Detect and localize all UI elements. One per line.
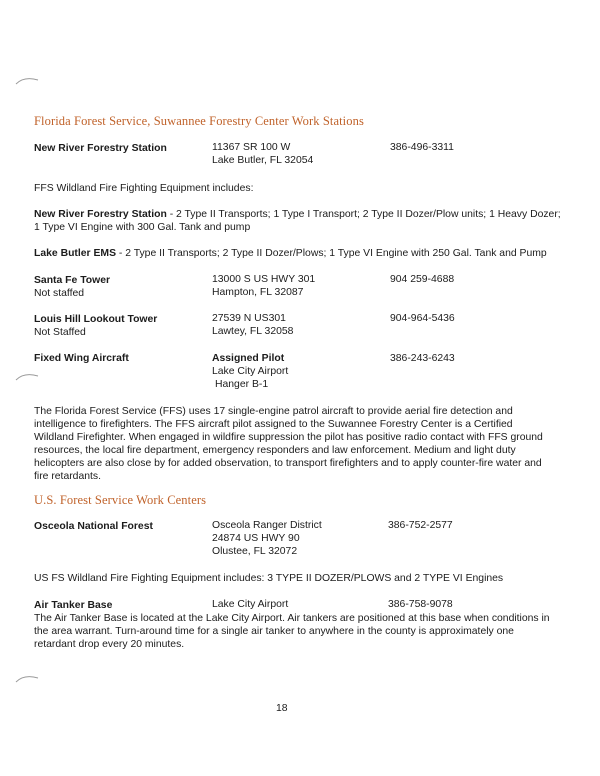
louis-hill-address-line2: Lawtey, FL 32058	[212, 326, 294, 337]
fixed-wing-address-line2: Hanger B-1	[215, 379, 269, 390]
air-tanker-line1: The Air Tanker Base is located at the Lake City Airport. Air tankers are positioned at this base when conditions in	[34, 613, 550, 624]
station-phone: 386-496-3311	[390, 142, 454, 153]
equipment-intro: FFS Wildland Fire Fighting Equipment includes:	[34, 183, 254, 194]
santa-fe-address-line1: 13000 S US HWY 301	[212, 274, 316, 285]
fixed-wing-address-line1: Lake City Airport	[212, 366, 289, 377]
louis-hill-address-line1: 27539 N US301	[212, 313, 286, 324]
louis-hill-phone: 904-964-5436	[390, 313, 455, 324]
station-name-louis-hill: Louis Hill Lookout Tower	[34, 314, 158, 325]
binding-hole-mark-top	[14, 74, 40, 86]
station-status-louis-hill: Not Staffed	[34, 327, 86, 338]
lake-butler-text: - 2 Type II Transports; 2 Type II Dozer/Plows; 1 Type VI Engine with 250 Gal. Tank and Pump	[116, 248, 547, 259]
ffs-paragraph-line3: Wildland Firefighter. When engaged in wildfire suppression the pilot has positive radio contact with FFS ground	[34, 432, 543, 443]
ffs-paragraph-line4: resources, the local fire department, emergency responders and law enforcement. Medium and light duty	[34, 445, 516, 456]
osceola-address-line2: 24874 US HWY 90	[212, 533, 300, 544]
osceola-phone: 386-752-2577	[388, 520, 453, 531]
ffs-paragraph-line6: fire retardants.	[34, 471, 101, 482]
station-status-santa-fe: Not staffed	[34, 288, 85, 299]
lake-butler-name: Lake Butler EMS	[34, 248, 116, 259]
equipment-lake-butler	[34, 247, 547, 260]
station-name-santa-fe: Santa Fe Tower	[34, 275, 111, 286]
equipment-new-river-line2: 1 Type VI Engine with 300 Gal. Tank and pump	[34, 222, 251, 233]
air-tanker-line3: retardant drop every 20 minutes.	[34, 639, 185, 650]
equipment-new-river-text: - 2 Type II Transports; 1 Type I Transport; 2 Type II Dozer/Plow units; 1 Heavy Dozer;	[166, 209, 561, 220]
equipment-new-river-line1	[34, 208, 561, 221]
ffs-paragraph-line1: The Florida Forest Service (FFS) uses 17 single-engine patrol aircraft to provide aerial fire detection and	[34, 406, 513, 417]
osceola-address-line1: Osceola Ranger District	[212, 520, 322, 531]
ffs-paragraph-line2: intelligence to firefighters. The FFS aircraft pilot assigned to the Suwannee Forestry Center is a Certified	[34, 419, 513, 430]
santa-fe-phone: 904 259-4688	[390, 274, 455, 285]
air-tanker-location: Lake City Airport	[212, 599, 289, 610]
ffs-paragraph-line5: helicopters are also close by for added observation, to transport firefighters and to apply counter-fire water and	[34, 458, 542, 469]
santa-fe-address-line2: Hampton, FL 32087	[212, 287, 304, 298]
station-name-air-tanker: Air Tanker Base	[34, 600, 113, 611]
station-name-new-river: New River Forestry Station	[34, 143, 167, 154]
station-name-fixed-wing: Fixed Wing Aircraft	[34, 353, 129, 364]
station-address-line1: 11367 SR 100 W	[212, 142, 291, 153]
air-tanker-line2: the area warrant. Turn-around time for a single air tanker to anywhere in the county is approximately one	[34, 626, 514, 637]
section-heading-ffs: Florida Forest Service, Suwannee Forestry Center Work Stations	[34, 114, 364, 128]
equipment-new-river-name: New River Forestry Station	[34, 209, 167, 220]
fixed-wing-pilot-label: Assigned Pilot	[212, 353, 285, 364]
page-number: 18	[276, 703, 288, 714]
binding-hole-mark-bottom	[14, 672, 40, 684]
air-tanker-phone: 386-758-9078	[388, 599, 453, 610]
station-address-line2: Lake Butler, FL 32054	[212, 155, 314, 166]
binding-hole-mark-middle	[14, 370, 40, 382]
osceola-address-line3: Olustee, FL 32072	[212, 546, 298, 557]
station-name-osceola: Osceola National Forest	[34, 521, 153, 532]
section-heading-usfs: U.S. Forest Service Work Centers	[34, 493, 207, 507]
usfs-equipment-text: US FS Wildland Fire Fighting Equipment includes: 3 TYPE II DOZER/PLOWS and 2 TYPE VI Engines	[34, 573, 504, 584]
fixed-wing-phone: 386-243-6243	[390, 353, 455, 364]
